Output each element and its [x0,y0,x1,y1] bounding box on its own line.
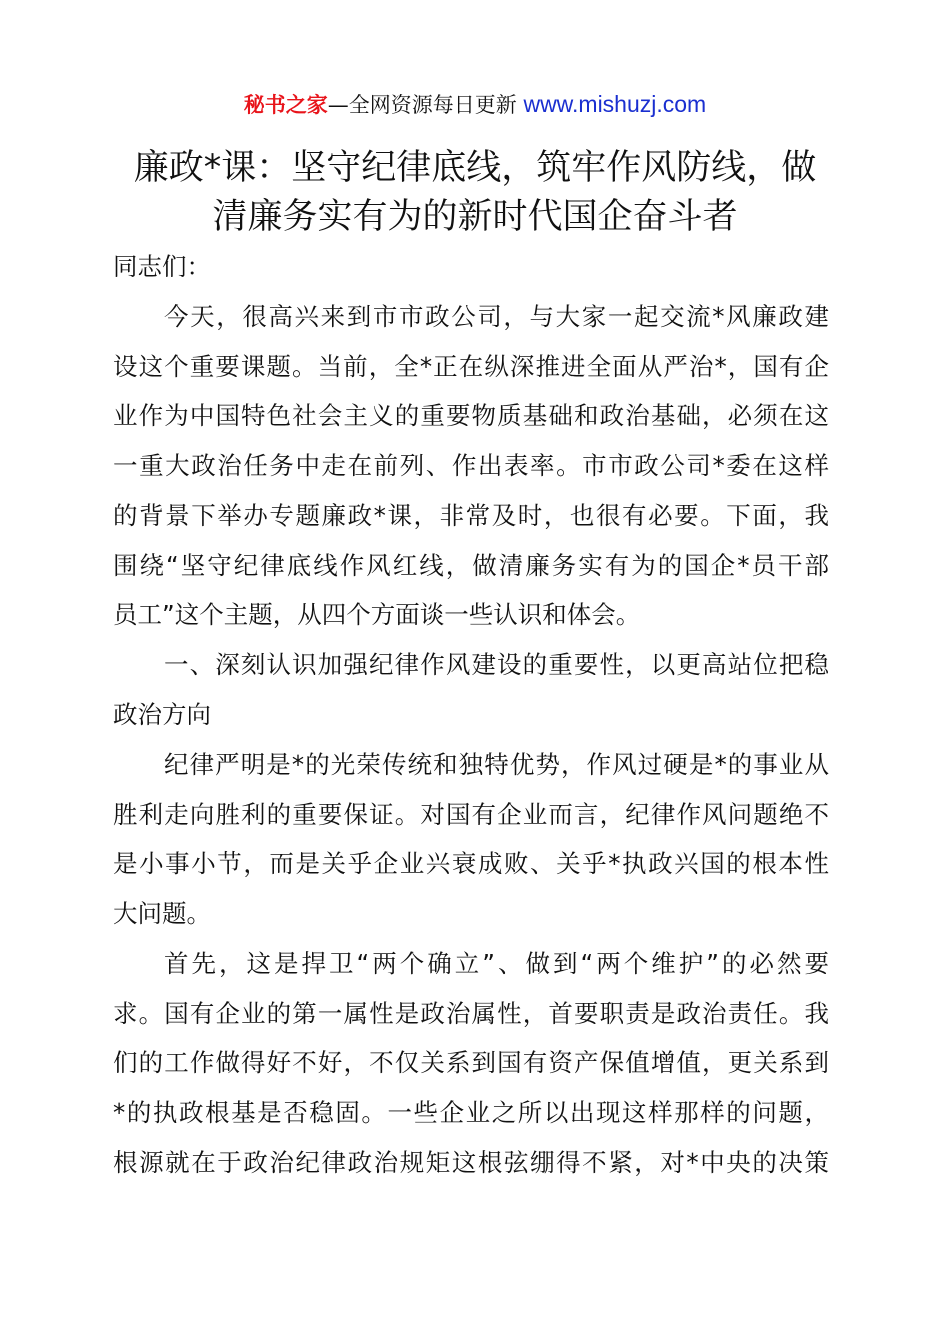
document-title-line-1: 廉政*课：坚守纪律底线，筑牢作风防线，做 [133,148,817,188]
body-line: 一重大政治任务中走在前列、作出表率。市市政公司*委在这样 [113,451,829,480]
greeting: 同志们： [113,252,211,281]
body-line: *的执政根基是否稳固。一些企业之所以出现这样那样的问题， [113,1098,829,1127]
body-line: 今天，很高兴来到市市政公司，与大家一起交流*风廉政建 [164,302,829,331]
site-header [0,88,950,121]
body-line: 是小事小节，而是关乎企业兴衰成败、关乎*执政兴国的根本性 [113,849,829,878]
brand-name: 秘书之家 [243,93,328,117]
body-line: 胜利走向胜利的重要保证。对国有企业而言，纪律作风问题绝不 [113,800,829,829]
body-line: 根源就在于政治纪律政治规矩这根弦绷得不紧，对*中央的决策 [113,1148,829,1177]
body-line: 围绕“坚守纪律底线作风红线，做清廉务实有为的国企*员干部 [113,551,829,580]
section-heading-line: 一、深刻认识加强纪律作风建设的重要性，以更高站位把稳 [164,650,829,679]
section-heading-line: 政治方向 [113,700,211,729]
body-line: 大问题。 [113,899,211,928]
body-line: 的背景下举办专题廉政*课，非常及时，也很有必要。下面，我 [113,501,829,530]
body-line: 业作为中国特色社会主义的重要物质基础和政治基础，必须在这 [113,401,829,430]
body-line: 们的工作做得好不好，不仅关系到国有资产保值增值，更关系到 [113,1048,829,1077]
header-tagline: —全网资源每日更新 [327,93,524,117]
body-line: 设这个重要课题。当前，全*正在纵深推进全面从严治*，国有企 [113,352,829,381]
body-line: 首先，这是捍卫“两个确立”、做到“两个维护”的必然要 [164,949,829,978]
body-line: 纪律严明是*的光荣传统和独特优势，作风过硬是*的事业从 [164,750,829,779]
body-line: 求。国有企业的第一属性是政治属性，首要职责是政治责任。我 [113,999,829,1028]
body-line: 员工”这个主题，从四个方面谈一些认识和体会。 [113,600,641,629]
site-url-link[interactable]: www.mishuzj.com [523,91,707,117]
document-title-line-2: 清廉务实有为的新时代国企奋斗者 [212,197,738,237]
